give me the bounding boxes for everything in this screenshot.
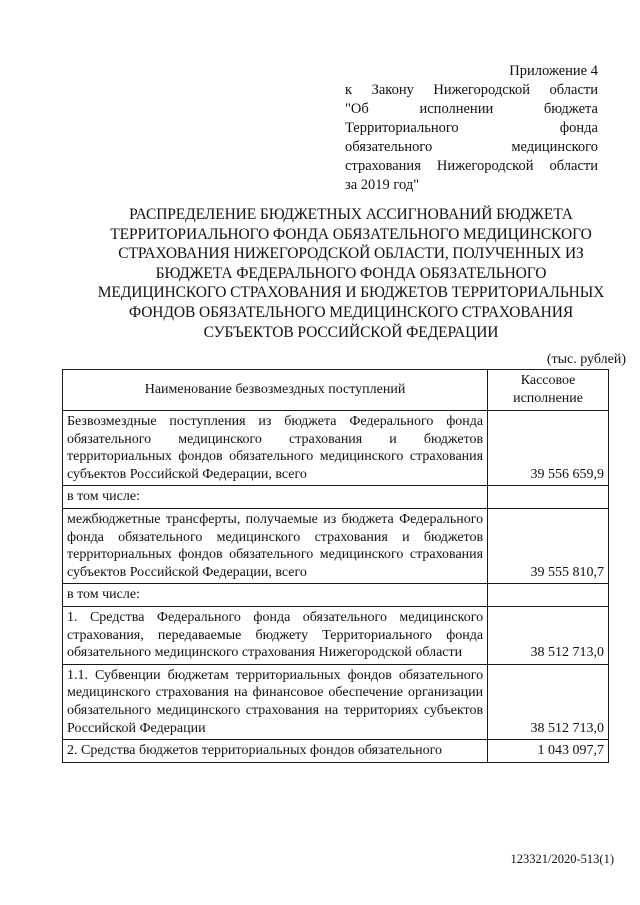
row-value bbox=[488, 584, 609, 607]
heading-line: РАСПРЕДЕЛЕНИЕ БЮДЖЕТНЫХ АССИГНОВАНИЙ БЮДЖЕТА bbox=[129, 206, 573, 223]
heading-line: ТЕРРИТОРИАЛЬНОГО ФОНДА ОБЯЗАТЕЛЬНОГО МЕДИЦИНСКОГО bbox=[110, 225, 592, 243]
heading-line: МЕДИЦИНСКОГО СТРАХОВАНИЯ И БЮДЖЕТОВ ТЕРРИТОРИАЛЬНЫХ bbox=[97, 284, 605, 302]
table-row bbox=[63, 411, 609, 486]
row-name: в том числе: bbox=[63, 486, 488, 509]
row-value: 39 556 659,9 bbox=[488, 411, 609, 486]
table-row bbox=[63, 606, 609, 664]
row-value: 1 043 097,7 bbox=[488, 740, 609, 763]
appendix-line: Территориального фонда bbox=[345, 120, 598, 136]
heading-line: ФОНДОВ ОБЯЗАТЕЛЬНОГО МЕДИЦИНСКОГО СТРАХОВАНИЯ bbox=[128, 303, 574, 321]
appendix-line: к Закону Нижегородской области bbox=[345, 82, 598, 98]
row-value bbox=[488, 486, 609, 509]
units-label: (тыс. рублей) bbox=[546, 352, 626, 367]
document-heading bbox=[62, 205, 640, 342]
appendix-line: за 2019 год" bbox=[345, 177, 420, 193]
appendix-line: обязательного медицинского bbox=[345, 139, 598, 155]
table-header-row bbox=[63, 370, 609, 411]
appendix-line: страхования Нижегородской области bbox=[345, 158, 598, 174]
table-row bbox=[63, 664, 609, 739]
table-row bbox=[63, 508, 609, 583]
row-name: 2. Средства бюджетов территориальных фондов обязательного bbox=[63, 740, 488, 763]
row-name: 1. Средства Федерального фонда обязательного медицинского страхования, передаваемые бюджету Территориального фонда обязательного медицинского страхования Нижегородской области bbox=[63, 606, 488, 664]
heading-line: БЮДЖЕТА ФЕДЕРАЛЬНОГО ФОНДА ОБЯЗАТЕЛЬНОГО bbox=[155, 264, 547, 282]
row-value: 38 512 713,0 bbox=[488, 606, 609, 664]
table-row bbox=[63, 486, 609, 509]
row-value: 39 555 810,7 bbox=[488, 508, 609, 583]
heading-line: СТРАХОВАНИЯ НИЖЕГОРОДСКОЙ ОБЛАСТИ, ПОЛУЧЕННЫХ ИЗ bbox=[118, 245, 584, 263]
heading-line: СУБЪЕКТОВ РОССИЙСКОЙ ФЕДЕРАЦИИ bbox=[203, 323, 499, 341]
header-name: Наименование безвозмездных поступлений bbox=[63, 370, 488, 411]
row-name: Безвозмездные поступления из бюджета Федерального фонда обязательного медицинского страхования и бюджетов территориальных фондов обязательного медицинского страхования субъектов Российской Федерации, всего bbox=[63, 411, 488, 486]
row-name: в том числе: bbox=[63, 584, 488, 607]
row-name: межбюджетные трансферты, получаемые из бюджета Федерального фонда обязательного медицинского страхования и бюджетов территориальных фондов обязательного медицинского страхования субъектов Российской Федерации, всего bbox=[63, 508, 488, 583]
budget-table bbox=[62, 369, 609, 763]
table-row bbox=[63, 584, 609, 607]
table-row bbox=[63, 740, 609, 763]
appendix-line: "Об исполнении бюджета bbox=[345, 101, 598, 117]
appendix-title: Приложение 4 bbox=[509, 63, 598, 79]
appendix-block bbox=[345, 62, 598, 195]
document-number: 123321/2020-513(1) bbox=[510, 852, 614, 866]
header-value: Кассовое исполнение bbox=[488, 370, 609, 411]
row-name: 1.1. Субвенции бюджетам территориальных фондов обязательного медицинского страхования на финансовое обеспечение организации обязательного медицинского страхования на территориях субъектов Российской Федерации bbox=[63, 664, 488, 739]
row-value: 38 512 713,0 bbox=[488, 664, 609, 739]
